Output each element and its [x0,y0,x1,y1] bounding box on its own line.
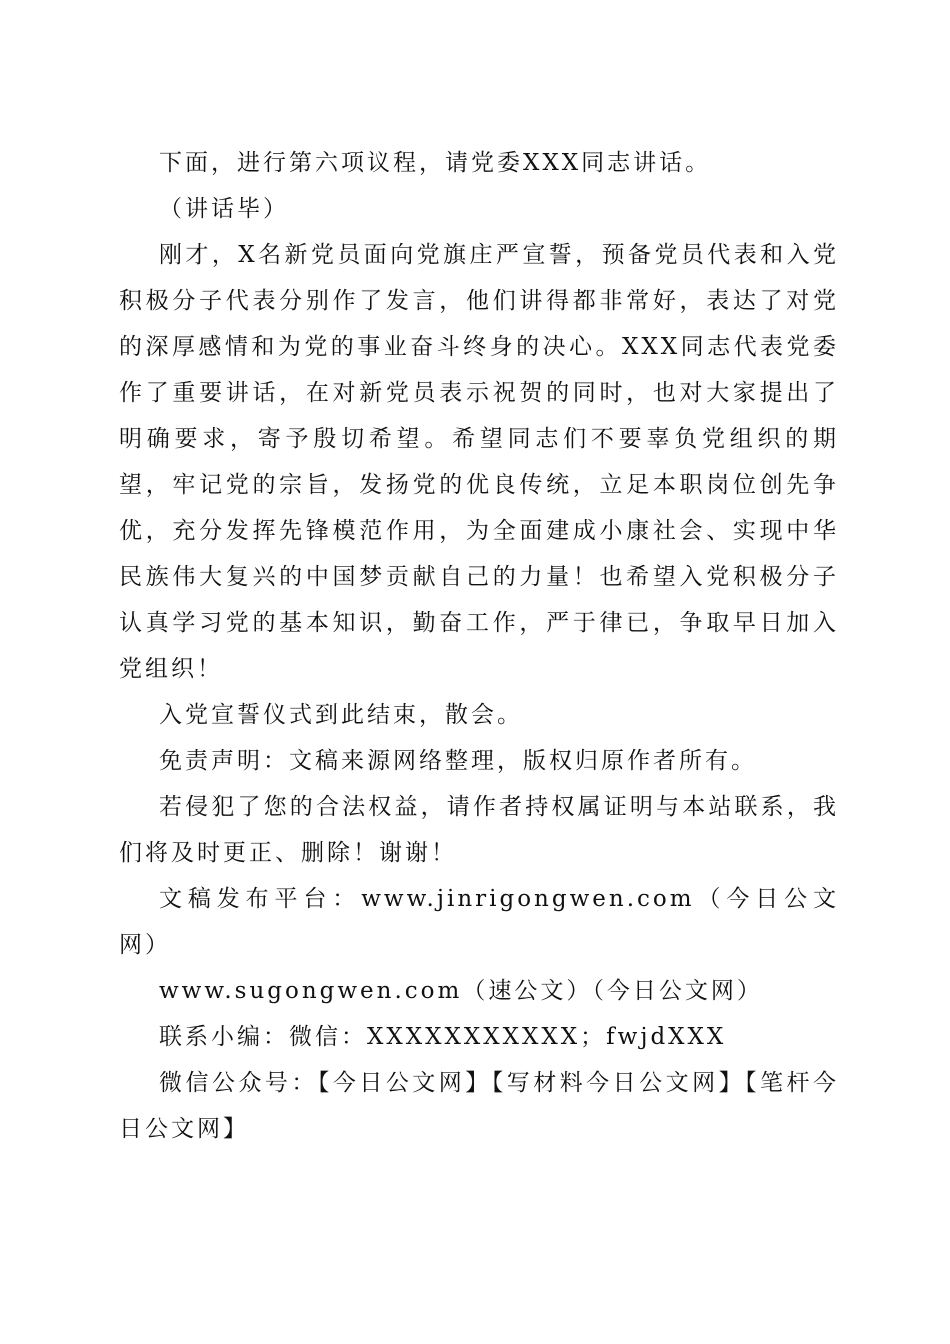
paragraph-contact: 联系小编：微信：XXXXXXXXXXX；fwjdXXX [159,1024,727,1050]
paragraph-agenda-item-six: 下面，进行第六项议程，请党委XXX同志讲话。 [159,150,712,176]
document-body [119,140,839,1152]
paragraph-infringement-notice: 若侵犯了您的合法权益，请作者持权属证明与本站联系，我们将及时更正、删除！谢谢！ [119,794,839,866]
paragraph-platform: 文稿发布平台：www.jinrigongwen.com（今日公文网） [119,886,839,958]
paragraph-speech-end: （讲话毕） [159,196,289,222]
paragraph-summary: 刚才，X名新党员面向党旗庄严宣誓，预备党员代表和入党积极分子代表分别作了发言，他们讲得都非常好，表达了对党的深厚感情和为党的事业奋斗终身的决心。XXX同志代表党委作了重要讲话，在对新党员表示祝贺的同时，也对大家提出了明确要求，寄予殷切希望。希望同志们不要辜负党组织的期望，牢记党的宗旨，发扬党的优良传统，立足本职岗位创先争优，充分发挥先锋模范作用，为全面建成小康社会、实现中华民族伟大复兴的中国梦贡献自己的力量！也希望入党积极分子认真学习党的基本知识，勤奋工作，严于律已，争取早日加入党组织！ [119,242,839,682]
paragraph-disclaimer: 免责声明：文稿来源网络整理，版权归原作者所有。 [159,748,757,774]
paragraph-platform-alt: www.sugongwen.com（速公文）（今日公文网） [159,978,763,1004]
paragraph-closing: 入党宣誓仪式到此结束，散会。 [159,702,523,728]
paragraph-wechat-accounts: 微信公众号：【今日公文网】【写材料今日公文网】【笔杆今日公文网】 [119,1070,839,1142]
